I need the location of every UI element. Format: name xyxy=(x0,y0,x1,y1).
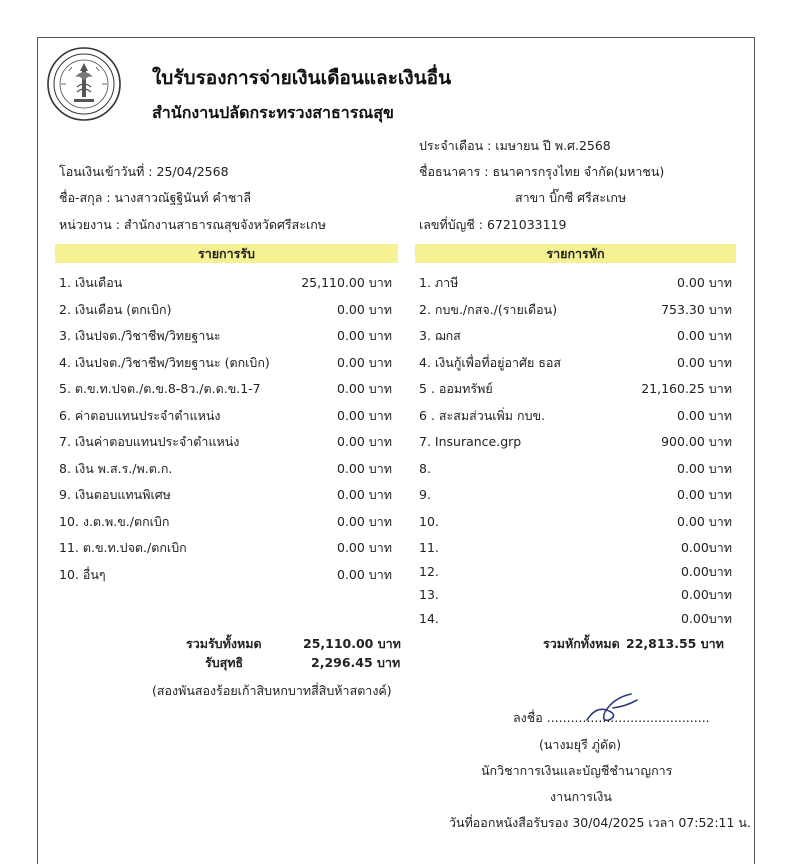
line-item-amount: 0.00บาท xyxy=(680,563,732,579)
employee-name-text: ชื่อ-สกุล : นางสาวณัฐฐินันท์ คำชาลี xyxy=(59,190,252,205)
line-item-amount: 0.00บาท xyxy=(680,540,732,555)
line-item-row xyxy=(59,565,392,585)
line-item-row xyxy=(419,609,732,629)
line-item-amount: 0.00 บาท xyxy=(677,328,732,343)
line-item-label: 8. xyxy=(419,460,431,476)
line-item-row xyxy=(59,326,392,346)
line-item-row xyxy=(419,459,732,479)
line-item-amount: 0.00 บาท xyxy=(337,407,392,423)
income-total-label: รวมรับทั้งหมด xyxy=(186,636,262,651)
bank-branch-text: สาขา บิ๊กซี ศรีสะเกษ xyxy=(515,190,627,205)
line-item-amount: 900.00 บาท xyxy=(661,434,732,449)
line-item-label: 6 . สะสมส่วนเพิ่ม กบข. xyxy=(419,407,546,423)
line-item-label: 5 . ออมทรัพย์ xyxy=(419,381,493,396)
transfer-date-text: โอนเงินเข้าวันที่ : 25/04/2568 xyxy=(59,164,229,179)
line-item-row xyxy=(419,538,732,558)
net-pay-value: 2,296.45 บาท xyxy=(311,655,401,670)
line-item-label: 11. xyxy=(419,540,439,555)
line-item-row xyxy=(59,300,392,320)
net-pay-words: (สองพันสองร้อยเก้าสิบหกบาทสี่สิบห้าสตางค์) xyxy=(152,683,392,698)
line-item-amount: 0.00 บาท xyxy=(337,513,392,529)
line-item-row xyxy=(419,512,732,532)
line-item-label: 10. xyxy=(419,513,439,529)
line-item-row xyxy=(59,406,392,426)
line-item-row xyxy=(59,353,392,373)
organization-subtitle: สำนักงานปลัดกระทรวงสาธารณสุข xyxy=(152,103,394,122)
issued-datetime: วันที่ออกหนังสือรับรอง 30/04/2025 เวลา 07:52:11 น. xyxy=(449,815,751,830)
account-number-text: เลขที่บัญชี : 6721033119 xyxy=(419,217,567,232)
line-item-label: 3. เงินปจต./วิชาชีพ/วิทยฐานะ xyxy=(59,328,221,343)
line-item-row xyxy=(419,432,732,452)
deduction-total-value: 22,813.55 บาท xyxy=(626,636,724,651)
line-item-row xyxy=(59,512,392,532)
line-item-amount: 0.00 บาท xyxy=(337,487,392,502)
line-item-amount: 753.30 บาท xyxy=(661,301,732,317)
signer-name: (นางมยุรี ภู่ดัด) xyxy=(539,737,622,752)
line-item-label: 5. ต.ข.ท.ปจต./ต.ข.8-8ว./ต.ด.ข.1-7 xyxy=(59,381,261,396)
signer-department: งานการเงิน xyxy=(550,789,612,804)
signature-line: ลงชื่อ ......................................... xyxy=(513,710,710,725)
line-item-label: 2. กบข./กสจ./(รายเดือน) xyxy=(419,301,558,317)
line-item-amount: 0.00 บาท xyxy=(677,460,732,476)
line-item-amount: 0.00 บาท xyxy=(337,460,392,476)
line-item-amount: 0.00บาท xyxy=(680,587,732,602)
line-item-label: 7. เงินค่าตอบแทนประจำตำแหน่ง xyxy=(59,434,240,449)
line-item-amount: 0.00 บาท xyxy=(337,434,392,449)
line-item-amount: 0.00บาท xyxy=(680,610,732,626)
line-item-row xyxy=(59,485,392,505)
line-item-amount: 0.00 บาท xyxy=(337,328,392,343)
line-item-label: 10. ง.ต.พ.ข./ตกเบิก xyxy=(59,513,170,529)
line-item-amount: 0.00 บาท xyxy=(337,354,392,370)
line-item-amount: 0.00 บาท xyxy=(337,381,392,396)
line-item-row xyxy=(59,459,392,479)
line-item-amount: 0.00 บาท xyxy=(337,301,392,317)
line-item-label: 4. เงินกู้เพื่อที่อยู่อาศัย ธอส xyxy=(419,354,562,370)
line-item-amount: 0.00 บาท xyxy=(677,487,732,502)
line-item-row xyxy=(419,353,732,373)
line-item-row xyxy=(59,538,392,558)
certificate-sheet xyxy=(37,37,755,864)
line-item-amount: 0.00 บาท xyxy=(337,540,392,555)
line-item-label: 7. Insurance.grp xyxy=(419,434,522,449)
line-item-row xyxy=(419,273,732,293)
income-total-value: 25,110.00 บาท xyxy=(303,636,401,651)
line-item-amount: 0.00 บาท xyxy=(337,566,392,582)
line-item-label: 1. ภาษี xyxy=(419,275,459,290)
line-item-label: 14. xyxy=(419,610,439,626)
line-item-label: 13. xyxy=(419,587,439,602)
line-item-amount: 0.00 บาท xyxy=(677,275,732,290)
line-item-label: 4. เงินปจต./วิชาชีพ/วิทยฐานะ (ตกเบิก) xyxy=(59,354,270,370)
line-item-row xyxy=(419,300,732,320)
line-item-label: 11. ต.ข.ท.ปจต./ตกเบิก xyxy=(59,540,187,555)
line-item-label: 2. เงินเดือน (ตกเบิก) xyxy=(59,301,172,317)
period-text: ประจำเดือน : เมษายน ปี พ.ศ.2568 xyxy=(419,138,611,153)
line-item-amount: 0.00 บาท xyxy=(677,354,732,370)
deduction-header: รายการหัก xyxy=(415,244,736,263)
line-item-amount: 0.00 บาท xyxy=(677,513,732,529)
line-item-row xyxy=(419,485,732,505)
net-pay-label: รับสุทธิ xyxy=(205,655,244,670)
income-header: รายการรับ xyxy=(55,244,398,263)
line-item-label: 9. เงินตอบแทนพิเศษ xyxy=(59,487,171,502)
line-item-row xyxy=(419,406,732,426)
document-title: ใบรับรองการจ่ายเงินเดือนและเงินอื่น xyxy=(152,67,452,89)
line-item-label: 3. ฌกส xyxy=(419,328,461,343)
line-item-amount: 21,160.25 บาท xyxy=(641,381,732,396)
line-item-label: 9. xyxy=(419,487,431,502)
line-item-row xyxy=(419,326,732,346)
line-item-row xyxy=(419,585,732,605)
line-item-label: 6. ค่าตอบแทนประจำตำแหน่ง xyxy=(59,407,221,423)
line-item-label: 12. xyxy=(419,563,439,579)
line-item-row xyxy=(59,273,392,293)
line-item-label: 8. เงิน พ.ส.ร./พ.ต.ก. xyxy=(59,460,173,476)
line-item-row xyxy=(59,379,392,399)
deduction-total-label: รวมหักทั้งหมด xyxy=(543,636,620,651)
line-item-label: 1. เงินเดือน xyxy=(59,275,123,290)
line-item-row xyxy=(419,562,732,582)
unit-text: หน่วยงาน : สำนักงานสาธารณสุขจังหวัดศรีสะเกษ xyxy=(59,217,327,232)
ministry-seal-logo xyxy=(47,47,121,121)
line-item-amount: 25,110.00 บาท xyxy=(301,275,392,290)
line-item-row xyxy=(419,379,732,399)
line-item-row xyxy=(59,432,392,452)
bank-text: ชื่อธนาคาร : ธนาคารกรุงไทย จำกัด(มหาชน) xyxy=(419,164,665,179)
line-item-amount: 0.00 บาท xyxy=(677,407,732,423)
line-item-label: 10. อื่นๆ xyxy=(59,566,106,582)
signer-position: นักวิชาการเงินและบัญชีชำนาญการ xyxy=(481,763,673,778)
